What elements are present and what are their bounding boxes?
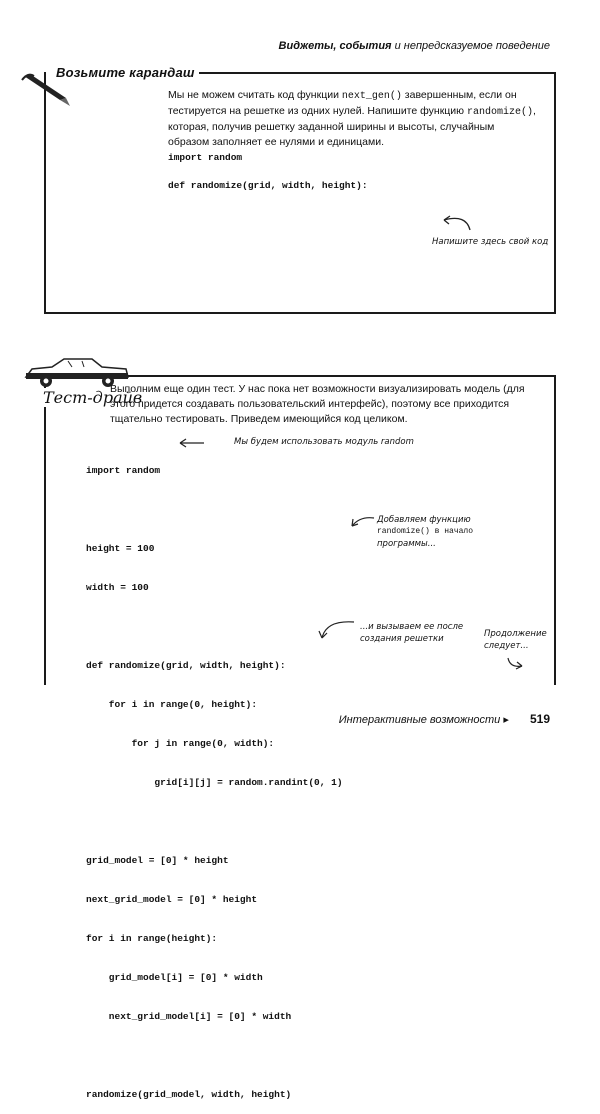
code-line: for i in range(0, height): [86, 699, 258, 710]
code-line: def randomize(grid, width, height): [86, 660, 286, 671]
code-line: grid_model = [0] * height [86, 855, 229, 866]
curved-arrow-icon [436, 212, 476, 232]
annotation-continued: Продолжение следует... [484, 629, 547, 651]
code-line [86, 503, 343, 516]
annotation-import: Мы будем использовать модуль random [234, 437, 414, 447]
code-line: import random [86, 465, 161, 476]
curved-arrow-icon [346, 514, 376, 530]
code-line: grid_model[i] = [0] * width [86, 972, 263, 983]
code-line [86, 620, 343, 633]
header-conj: и [391, 40, 404, 52]
header-part1: Виджеты, события [278, 40, 392, 52]
code-line: width = 100 [86, 582, 149, 593]
footer-arrow-icon: ▸ [503, 714, 509, 726]
test-drive-title: Тест-драйв [40, 388, 145, 407]
code-line: randomize(grid_model, width, height) [86, 1089, 292, 1100]
exercise-title: Возьмите карандаш [52, 65, 199, 80]
exercise-code-def: def randomize(grid, width, height): [168, 180, 368, 191]
exercise-text: Мы не можем считать код функции next_gen() завершенным, если он тестируется на решетке из одних нулей. Напишите функцию randomize(), которая, получив решетку заданной ширины и высоты, случайным образом заполняет ее нулями и единицами. [168, 89, 536, 148]
code-line: height = 100 [86, 543, 155, 554]
annotation-call-function: ...и вызываем ее после создания решетки [360, 622, 464, 644]
test-drive-intro: Выполним еще один тест. У нас пока нет возможности визуализировать модель (для этого придется создавать пользовательский интерфейс), поэтому все приходится тщательно тестировать. Приведем имеющийся код целиком. [110, 383, 525, 425]
exercise-code-import: import random [168, 152, 243, 163]
annotation-write-here: Напишите здесь свой код [432, 237, 549, 247]
code-line: next_grid_model = [0] * height [86, 894, 258, 905]
curved-arrow-icon [506, 656, 526, 672]
page-number: 519 [529, 712, 550, 726]
arrow-left-icon [176, 438, 206, 448]
code-line [86, 1049, 343, 1062]
code-line: for j in range(0, width): [86, 738, 275, 749]
header-part2: непредсказуемое поведение [403, 40, 550, 52]
page-footer [339, 712, 550, 726]
code-line: grid[i][j] = random.randint(0, 1) [86, 777, 343, 788]
annotation-add-function: Добавляем функцию randomize() в начало программы... [377, 515, 474, 549]
test-drive-code [86, 438, 343, 1114]
running-header [279, 40, 550, 52]
code-line [86, 815, 343, 828]
code-line: for i in range(height): [86, 933, 218, 944]
curved-arrow-icon [316, 618, 356, 640]
code-line: next_grid_model[i] = [0] * width [86, 1011, 292, 1022]
footer-label: Интерактивные возможности [338, 714, 501, 726]
